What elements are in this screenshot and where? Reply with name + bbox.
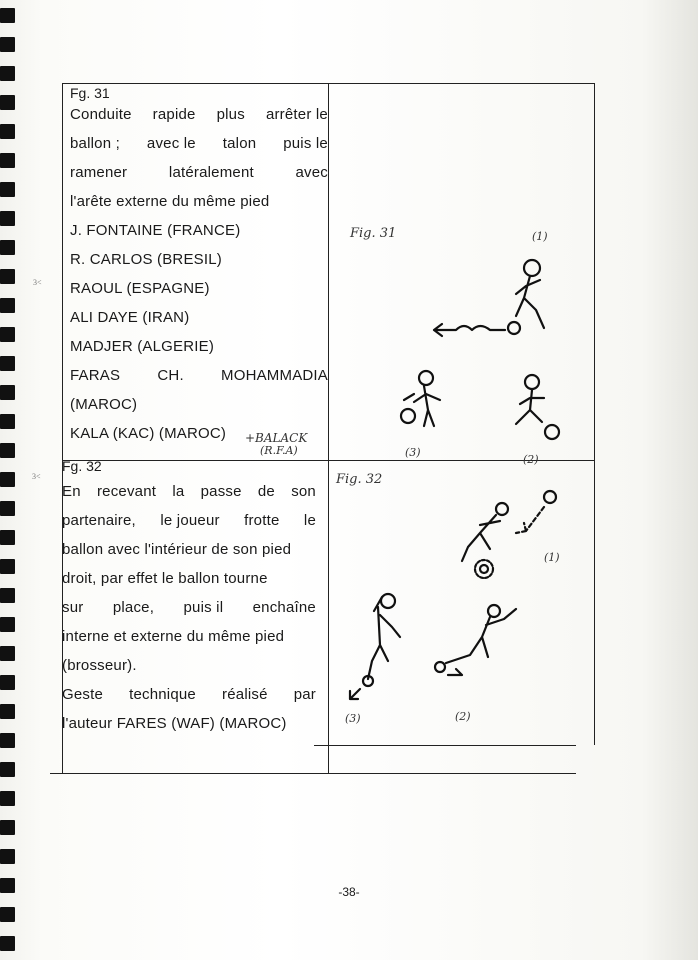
fig31-sketch	[330, 250, 590, 470]
player-faras-country: (MAROC)	[70, 396, 138, 413]
handwritten-rfa: (R.F.A)	[260, 444, 298, 457]
binding-hole	[0, 733, 15, 748]
binding-hole	[0, 327, 15, 342]
binding-hole	[0, 414, 15, 429]
sketch-fig32-step-2: (2)	[455, 710, 471, 723]
binding-hole	[0, 240, 15, 255]
binding-hole	[0, 617, 15, 632]
binding-hole	[0, 588, 15, 603]
fig32-line-7: (brosseur).	[62, 657, 137, 674]
table-inner-bottom	[314, 745, 576, 746]
fig32-figure-3	[350, 594, 400, 699]
player-daye: ALI DAYE (IRAN)	[70, 309, 190, 326]
binding-hole	[0, 791, 15, 806]
fig32-line-4: droit, par effet le ballon tourne	[62, 570, 268, 587]
fig32-line-9: l'auteur FARES (WAF) (MAROC)	[62, 715, 287, 732]
player-madjer: MADJER (ALGERIE)	[70, 338, 215, 355]
binding-hole	[0, 936, 15, 951]
fig31-text	[70, 100, 328, 448]
sketch-fig32-step-1: (1)	[544, 551, 560, 564]
binding-hole	[0, 472, 15, 487]
binding-hole	[0, 704, 15, 719]
player-fontaine: J. FONTAINE (FRANCE)	[70, 222, 241, 239]
player-carlos: R. CARLOS (BRESIL)	[70, 251, 222, 268]
player-raoul: RAOUL (ESPAGNE)	[70, 280, 210, 297]
margin-mark-2: 3<	[32, 472, 41, 481]
sketch-fig31-step-3: (3)	[405, 446, 421, 459]
binding-hole	[0, 559, 15, 574]
fig32-line-2: partenaire, le joueur frotte le	[62, 512, 316, 529]
sketch-fig31-caption: Fig. 31	[350, 226, 397, 241]
fig31-line-2: ballon ; avec le talon puis le	[70, 135, 328, 152]
fig31-label: Fg. 31	[70, 85, 110, 101]
fig32-line-8: Geste technique réalisé par	[62, 686, 316, 703]
binding-hole	[0, 443, 15, 458]
fig31-figure-1	[434, 260, 544, 336]
fig31-figure-2	[516, 375, 559, 439]
fig31-figure-3	[401, 371, 440, 426]
fig32-text	[62, 477, 316, 738]
binding-hole	[0, 820, 15, 835]
table-border-bottom	[50, 773, 576, 774]
binding-hole	[0, 762, 15, 777]
fig32-label: Fg. 32	[62, 458, 102, 474]
player-faras: FARAS CH. MOHAMMADIA	[70, 367, 328, 384]
binding-hole	[0, 907, 15, 922]
fig32-line-5: sur place, puis il enchaîne	[62, 599, 316, 616]
fig32-line-1: En recevant la passe de son	[62, 483, 316, 500]
fig31-line-3: ramener latéralement avec	[70, 164, 328, 181]
binding-hole	[0, 124, 15, 139]
table-column-divider	[328, 83, 329, 773]
player-kala: KALA (KAC) (MAROC)	[70, 425, 227, 442]
binding-hole	[0, 182, 15, 197]
fig32-sketch	[330, 485, 590, 715]
margin-mark-1: 3<	[33, 278, 42, 287]
binding-hole	[0, 37, 15, 52]
binding-hole	[0, 385, 15, 400]
handwritten-balack: +BALACK	[245, 431, 308, 445]
fig32-figure-1	[462, 491, 556, 578]
sketch-fig31-step-1: (1)	[532, 230, 548, 243]
binding-hole	[0, 8, 15, 23]
sketch-fig32-step-3: (3)	[345, 712, 361, 725]
sketch-fig31-step-2: (2)	[523, 453, 539, 466]
binding-hole	[0, 95, 15, 110]
binding-hole	[0, 211, 15, 226]
fig31-line-1: Conduite rapide plus arrêter le	[70, 106, 328, 123]
binding-hole	[0, 66, 15, 81]
binding-hole	[0, 153, 15, 168]
table-border-right	[594, 83, 595, 745]
binding-hole	[0, 356, 15, 371]
fig32-line-6: interne et externe du même pied	[62, 628, 285, 645]
fig32-line-3: ballon avec l'intérieur de son pied	[62, 541, 292, 558]
binding-hole	[0, 269, 15, 284]
binding-hole	[0, 849, 15, 864]
binding-hole	[0, 675, 15, 690]
page-number: -38-	[338, 885, 360, 899]
binding-hole	[0, 501, 15, 516]
binding-hole	[0, 646, 15, 661]
binding-hole	[0, 530, 15, 545]
fig32-figure-2	[435, 605, 516, 675]
fig31-line-4: l'arête externe du même pied	[70, 193, 270, 210]
spiral-binding	[0, 0, 26, 960]
binding-hole	[0, 298, 15, 313]
sketch-fig32-caption: Fig. 32	[336, 472, 383, 487]
